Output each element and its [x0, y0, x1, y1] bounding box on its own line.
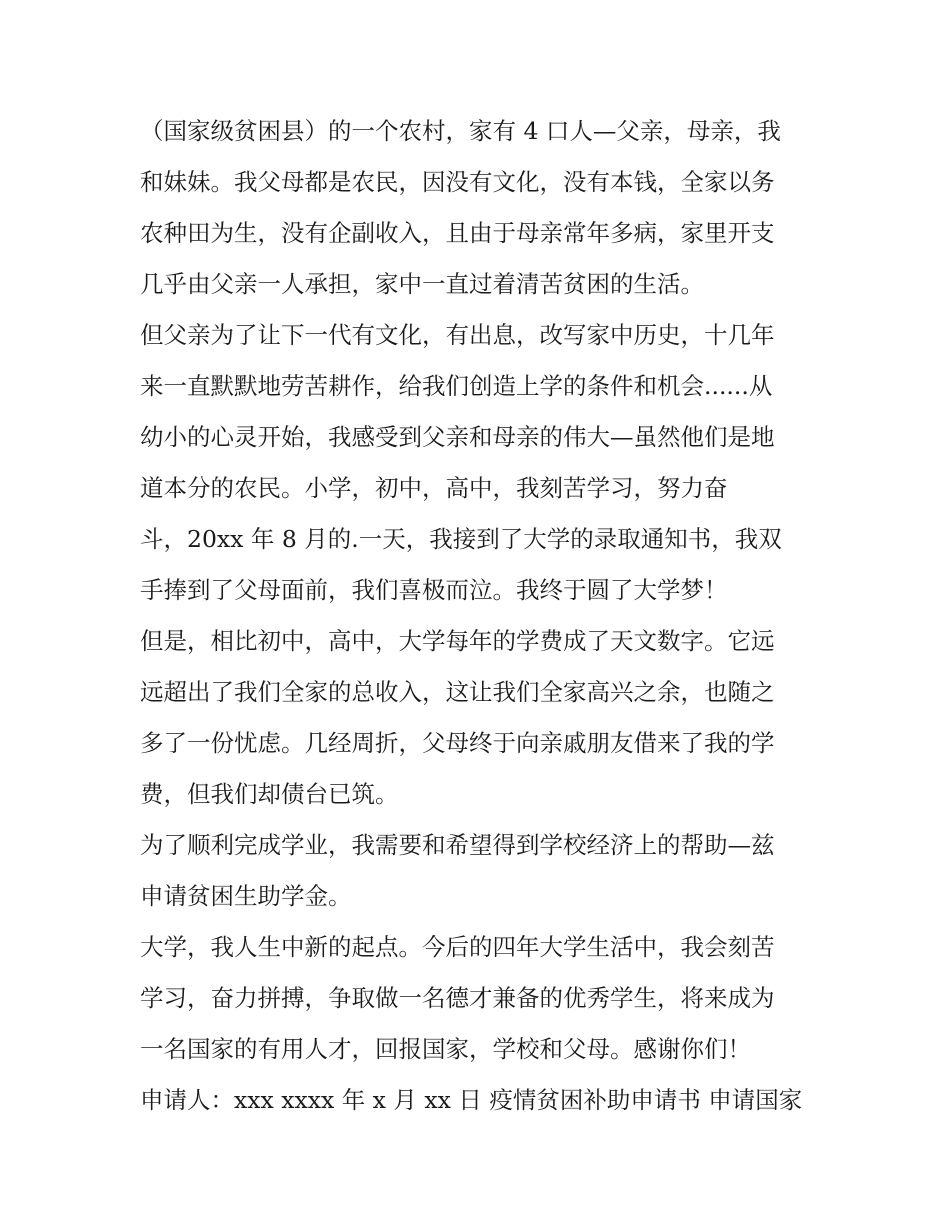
text-line: 手捧到了父母面前，我们喜极而泣。我终于圆了大学梦！ [140, 576, 728, 604]
text-line: 幼小的心灵开始，我感受到父亲和母亲的伟大—虽然他们是地 [140, 423, 775, 451]
text-line: 多了一份忧虑。几经周折，父母终于向亲戚朋友借来了我的学 [140, 729, 775, 757]
text-line: 来一直默默地劳苦耕作，给我们创造上学的条件和机会......从 [140, 372, 773, 400]
text-line: 学习，奋力拼搏，争取做一名德才兼备的优秀学生，将来成为 [140, 984, 775, 1012]
text-line: 和妹妹。我父母都是农民，因没有文化，没有本钱，全家以务 [140, 168, 775, 196]
text-line: 申请贫困生助学金。 [140, 882, 352, 910]
body-text [140, 106, 830, 1126]
text-line: 斗，20xx 年 8 月的.一天，我接到了大学的录取通知书，我双 [140, 525, 782, 553]
text-line: （国家级贫困县）的一个农村，家有 4 口人—父亲，母亲，我 [140, 117, 781, 145]
text-line: 但父亲为了让下一代有文化，有出息，改写家中历史，十几年 [140, 321, 775, 349]
text-line: 道本分的农民。小学，初中，高中，我刻苦学习，努力奋 [140, 474, 728, 502]
text-line: 费，但我们却债台已筑。 [140, 780, 399, 808]
text-line: 远超出了我们全家的总收入，这让我们全家高兴之余，也随之 [140, 678, 775, 706]
text-line: 为了顺利完成学业，我需要和希望得到学校经济上的帮助—兹 [140, 831, 775, 859]
text-line: 农种田为生，没有企副收入，且由于母亲常年多病，家里开支 [140, 219, 775, 247]
text-line: 几乎由父亲一人承担，家中一直过着清苦贫困的生活。 [140, 270, 704, 298]
text-line: 但是，相比初中，高中，大学每年的学费成了天文数字。它远 [140, 627, 775, 655]
text-line: 大学，我人生中新的起点。今后的四年大学生活中，我会刻苦 [140, 933, 775, 961]
text-line: 申请人：xxx xxxx 年 x 月 xx 日 疫情贫困补助申请书 申请国家 [140, 1086, 803, 1114]
text-line: 一名国家的有用人才，回报国家，学校和父母。感谢你们！ [140, 1035, 751, 1063]
